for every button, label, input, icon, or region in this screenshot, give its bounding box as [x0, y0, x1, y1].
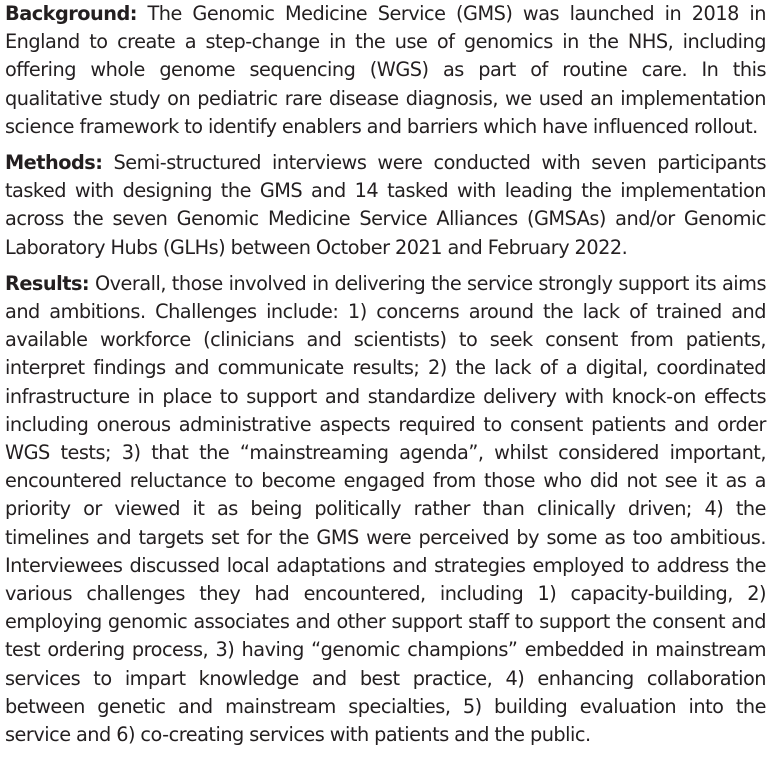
methods-heading: Methods:: [5, 151, 103, 175]
background-section: [5, 0, 766, 141]
results-text: Overall, those involved in delivering the service strongly support its aims and ambitions. Challenges include: 1) concerns around the lack of trained and available workforce (clinicians and scientists) to seek consent from patients, interpret findings and communicate results; 2) the lack of a digital, coordinated infrastructure in place to support and standardize delivery with knock-on effects including onerous administrative aspects required to consent patients and order WGS tests; 3) that the “mainstreaming agenda”, whilst considered important, encountered reluctance to become engaged from those who did not see it as a priority or viewed it as being politically rather than clinically driven; 4) the timelines and targets set for the GMS were perceived by some as too ambitious. Interviewees discussed local adaptations and strategies employed to address the various challenges they had encountered, including 1) capacity-building, 2) employing genomic associates and other support staff to support the consent and test ordering process, 3) having “genomic champions” embedded in mainstream services to impart knowledge and best practice, 4) enhancing collaboration between genetic and mainstream specialties, 5) building evaluation into the service and 6) co-creating services with patients and the public.: [5, 271, 766, 747]
results-heading: Results:: [5, 271, 90, 295]
background-text: The Genomic Medicine Service (GMS) was launched in 2018 in England to create a step-change in the use of genomics in the NHS, including offering whole genome sequencing (WGS) as part of routine care. In this qualitative study on pediatric rare disease diagnosis, we used an implementation science framework to identify enablers and barriers which have influenced rollout.: [5, 2, 766, 138]
methods-text: Semi-structured interviews were conducted with seven participants tasked with designing the GMS and 14 tasked with leading the implementation across the seven Genomic Medicine Service Alliances (GMSAs) and/or Genomic Laboratory Hubs (GLHs) between October 2021 and February 2022.: [5, 151, 767, 259]
results-section: [5, 270, 766, 749]
methods-section: [5, 149, 766, 262]
background-heading: Background:: [5, 2, 137, 25]
